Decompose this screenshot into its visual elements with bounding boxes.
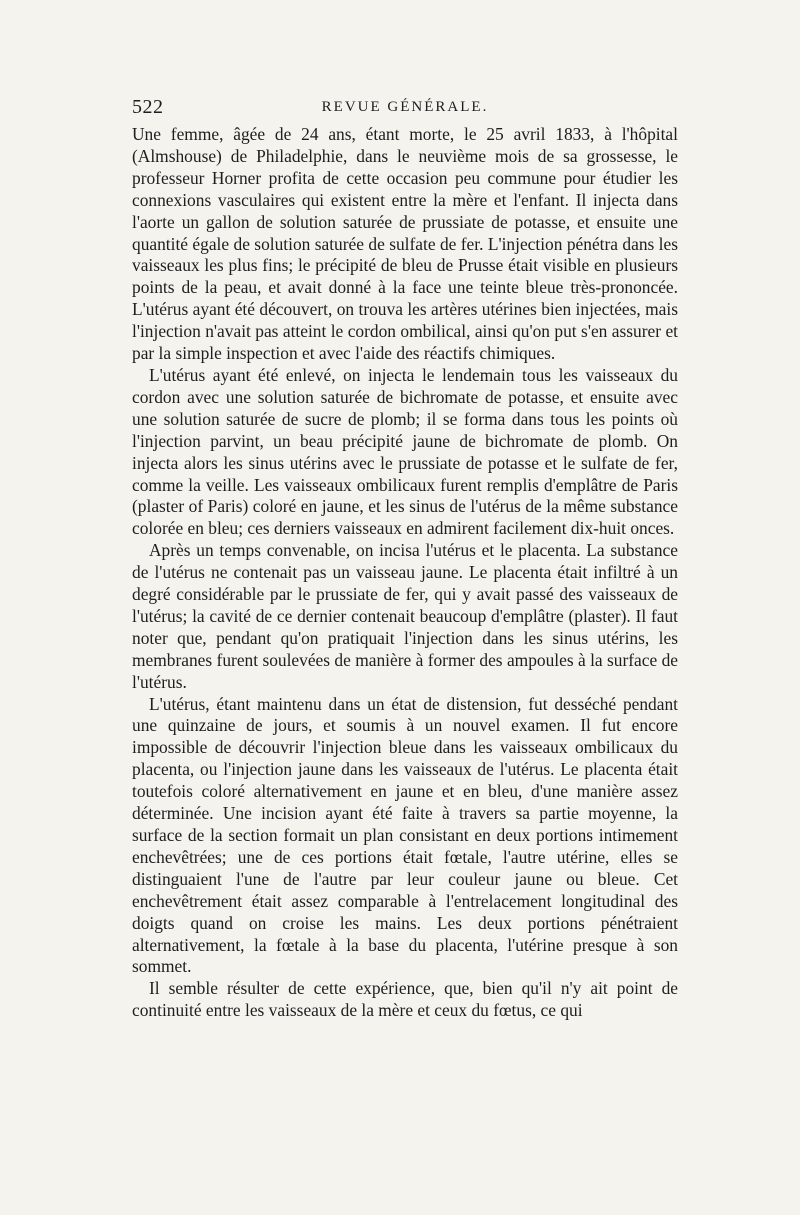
page-number: 522 <box>132 96 164 118</box>
paragraph-3: Après un temps convenable, on incisa l'utérus et le placenta. La substance de l'utérus ne contenait pas un vaisseau jaune. Le placenta était infiltré à un degré considérable par le prussiate de fer, qui y avait passé des vaisseaux de l'utérus; la cavité de ce dernier contenait beaucoup d'emplâtre (plaster). Il faut noter que, pendant qu'on pratiquait l'injection dans les sinus utérins, les membranes furent soulevées de manière à former des ampoules à la surface de l'utérus. <box>132 540 678 692</box>
paragraph-2: L'utérus ayant été enlevé, on injecta le lendemain tous les vaisseaux du cordon avec une solution saturée de bichromate de potasse, et ensuite avec une solution saturée de sucre de plomb; il se forma dans tous les points où l'injection parvint, un beau précipité jaune de bichromate de plomb. On injecta alors les sinus utérins avec le prussiate de potasse et le sulfate de fer, comme la veille. Les vaisseaux ombilicaux furent remplis d'emplâtre de Paris (plaster of Paris) coloré en jaune, et les sinus de l'utérus de la même substance colorée en bleu; ces derniers vaisseaux en admirent facilement dix-huit onces. <box>132 364 678 539</box>
journal-title: REVUE GÉNÉRALE. <box>321 99 489 115</box>
paragraph-4: L'utérus, étant maintenu dans un état de distension, fut desséché pendant une quinzaine de jours, et soumis à un nouvel examen. Il fut encore impossible de découvrir l'injection bleue dans les vaisseaux ombilicaux du placenta, ou l'injection jaune dans les vaisseaux de l'utérus. Le placenta était toutefois coloré alternativement en jaune et en bleu, d'une manière assez déterminée. Une incision ayant été faite à travers sa partie moyenne, la surface de la section formait un plan consistant en deux portions intimement enchevêtrées; une de ces portions était fœtale, l'autre utérine, elles se distinguaient l'une de l'autre par leur couleur jaune ou bleue. Cet enchevêtrement était assez comparable à l'entrelacement longitudinal des doigts quand on croise les mains. Les deux portions pénétraient alternativement, la fœtale à la base du placenta, l'utérine presque à son sommet. <box>132 693 678 977</box>
paragraph-1: Une femme, âgée de 24 ans, étant morte, le 25 avril 1833, à l'hôpital (Almshouse) de Philadelphie, dans le neuvième mois de sa grossesse, le professeur Horner profita de cette occasion peu commune pour étudier les connexions vasculaires qui existent entre la mère et l'enfant. Il injecta dans l'aorte un gallon de solution saturée de prussiate de potasse, et ensuite une quantité égale de solution saturée de sulfate de fer. L'injection pénétra dans les vaisseaux les plus fins; le précipité de bleu de Prusse était visible en plusieurs points de la peau, et avait donné à la face une teinte bleue très-prononcée. L'utérus ayant été découvert, on trouva les artères utérines bien injectées, mais l'injection n'avait pas atteint le cordon ombilical, ainsi qu'on put s'en assurer et par la simple inspection et avec l'aide des réactifs chimiques. <box>132 124 678 364</box>
paragraph-5: Il semble résulter de cette expérience, que, bien qu'il n'y ait point de continuité entre les vaisseaux de la mère et ceux du fœtus, ce qui <box>132 978 678 1021</box>
article-body <box>132 124 678 1022</box>
running-head <box>132 96 678 124</box>
page <box>132 96 678 1022</box>
